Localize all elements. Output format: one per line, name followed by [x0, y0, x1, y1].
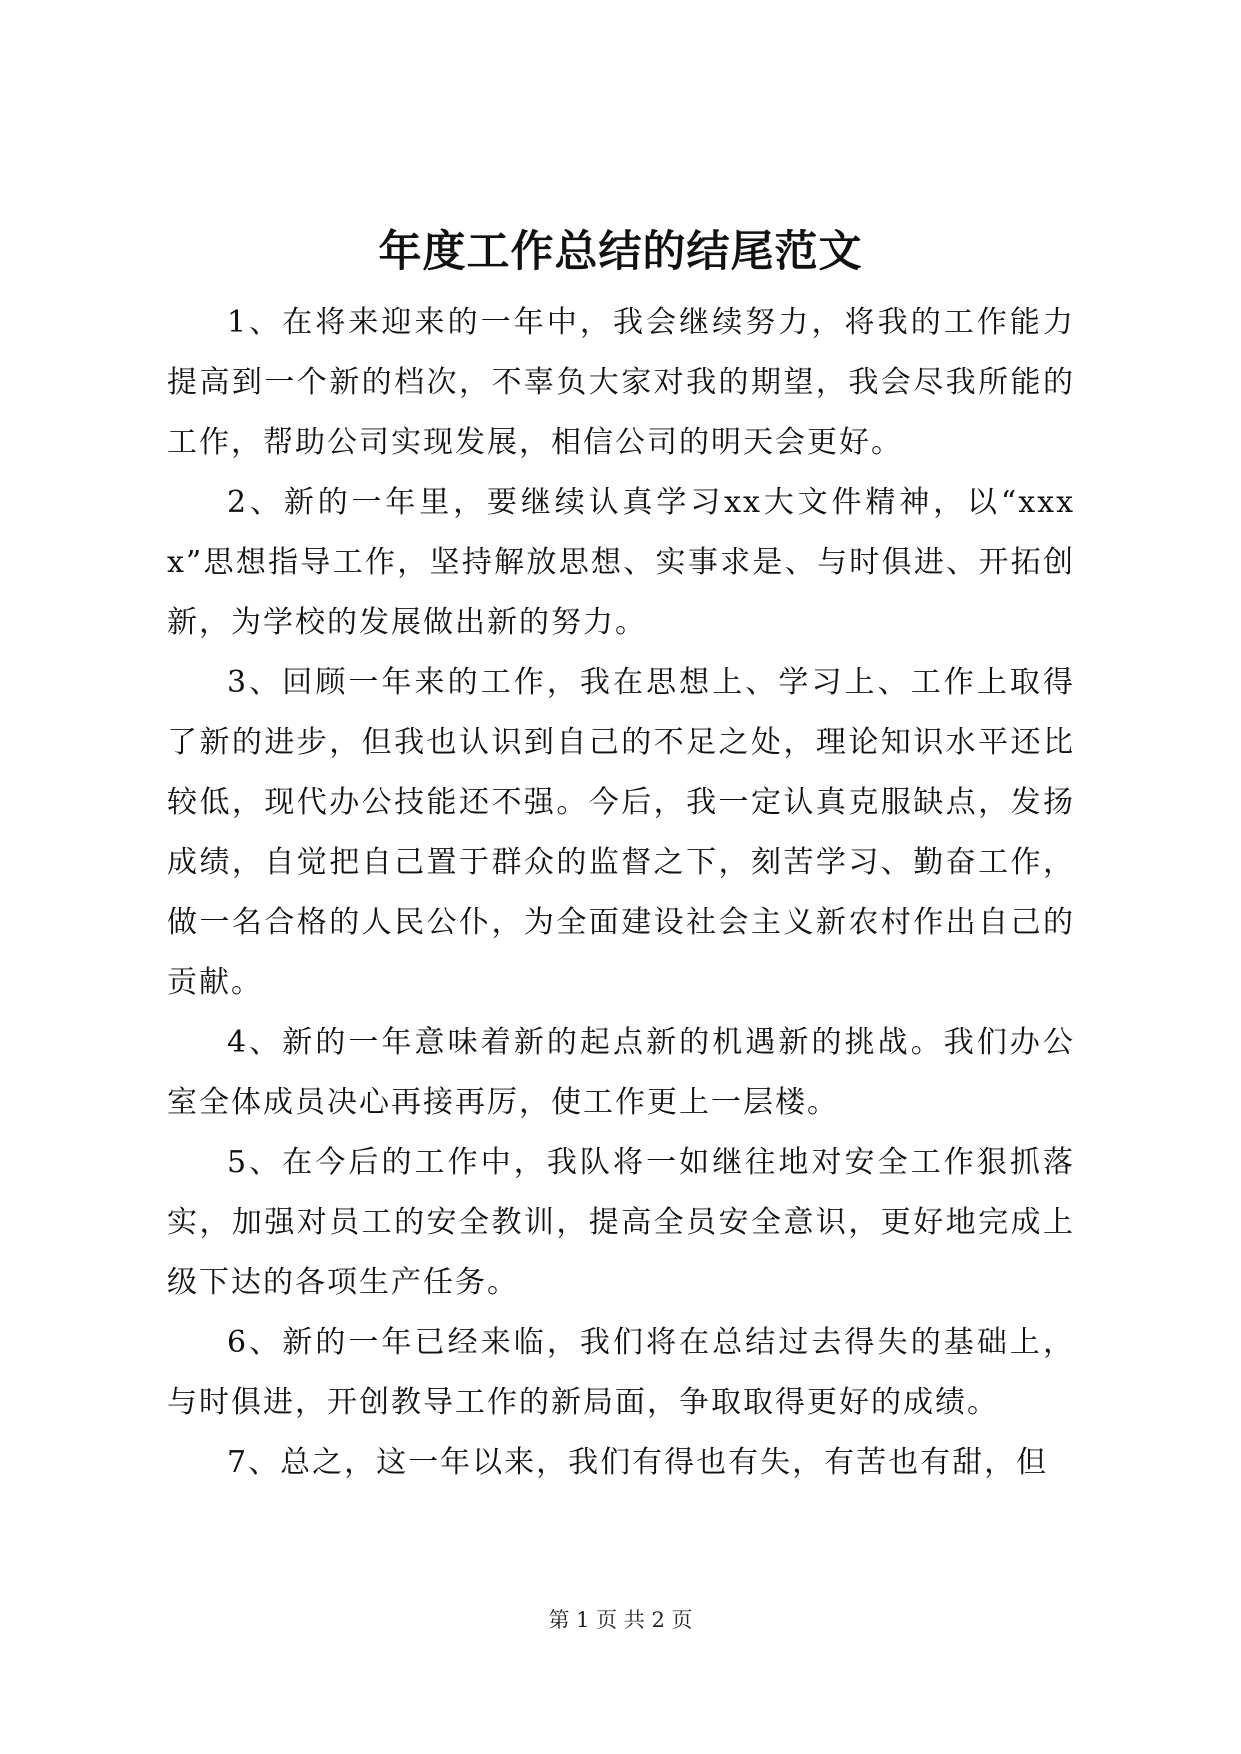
paragraph-6: 6、新的一年已经来临，我们将在总结过去得失的基础上，与时俱进，开创教导工作的新局面，争取取得更好的成绩。	[167, 1325, 1075, 1420]
paragraph-5: 5、在今后的工作中，我队将一如继往地对安全工作狠抓落实，加强对员工的安全教训，提高全员安全意识，更好地完成上级下达的各项生产任务。	[167, 1145, 1075, 1300]
paragraph-2: 2、新的一年里，要继续认真学习xx大文件精神，以“xxxx”思想指导工作，坚持解放思想、实事求是、与时俱进、开拓创新，为学校的发展做出新的努力。	[167, 485, 1075, 640]
page-footer: 第 1 页 共 2 页	[548, 1608, 693, 1632]
paragraph-4: 4、新的一年意味着新的起点新的机遇新的挑战。我们办公室全体成员决心再接再厉，使工作更上一层楼。	[167, 1025, 1075, 1120]
paragraph-1: 1、在将来迎来的一年中，我会继续努力，将我的工作能力提高到一个新的档次，不辜负大家对我的期望，我会尽我所能的工作，帮助公司实现发展，相信公司的明天会更好。	[167, 305, 1075, 460]
document-body	[167, 293, 1075, 1493]
document-title: 年度工作总结的结尾范文	[378, 227, 863, 277]
paragraph-3: 3、回顾一年来的工作，我在思想上、学习上、工作上取得了新的进步，但我也认识到自己的不足之处，理论知识水平还比较低，现代办公技能还不强。今后，我一定认真克服缺点，发扬成绩，自觉把自己置于群众的监督之下，刻苦学习、勤奋工作，做一名合格的人民公仆，为全面建设社会主义新农村作出自己的贡献。	[167, 665, 1075, 1000]
paragraph-7: 7、总之，这一年以来，我们有得也有失，有苦也有甜，但	[227, 1445, 1049, 1480]
